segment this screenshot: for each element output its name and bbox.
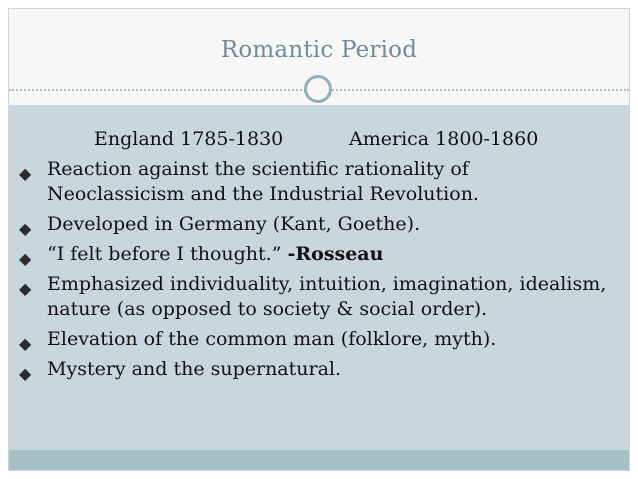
diamond-bullet-icon: ◆	[19, 279, 32, 298]
bullet-list	[9, 157, 609, 387]
bullet-item	[9, 327, 609, 352]
content-band	[9, 105, 629, 450]
ring-ornament	[304, 75, 332, 103]
diamond-bullet-icon: ◆	[19, 249, 32, 268]
bullet-item	[9, 157, 609, 207]
bullet-item	[9, 272, 609, 322]
bullet-text: Emphasized individuality, intuition, imagination, idealism, nature (as opposed to society & social order).	[47, 273, 607, 320]
england-dates: England 1785-1830	[94, 128, 284, 150]
diamond-bullet-icon: ◆	[19, 219, 32, 238]
diamond-bullet-icon: ◆	[19, 334, 32, 353]
slide-title: Romantic Period	[220, 37, 418, 63]
bullet-text: Mystery and the supernatural.	[47, 358, 342, 380]
bullet-text: “I felt before I thought.”	[47, 243, 282, 265]
bullet-text: Elevation of the common man (folklore, myth).	[47, 328, 497, 350]
bullet-item	[9, 357, 609, 382]
bullet-item	[9, 212, 609, 237]
diamond-bullet-icon: ◆	[19, 164, 32, 183]
america-dates: America 1800-1860	[349, 128, 539, 150]
quote-author: -Rosseau	[287, 243, 384, 265]
footer-band	[9, 450, 629, 470]
diamond-bullet-icon: ◆	[19, 364, 32, 383]
bullet-item	[9, 242, 609, 267]
slide	[8, 8, 630, 471]
bullet-text: Reaction against the scientific rationality of Neoclassicism and the Industrial Revolution.	[47, 158, 479, 205]
bullet-text: Developed in Germany (Kant, Goethe).	[47, 213, 421, 235]
